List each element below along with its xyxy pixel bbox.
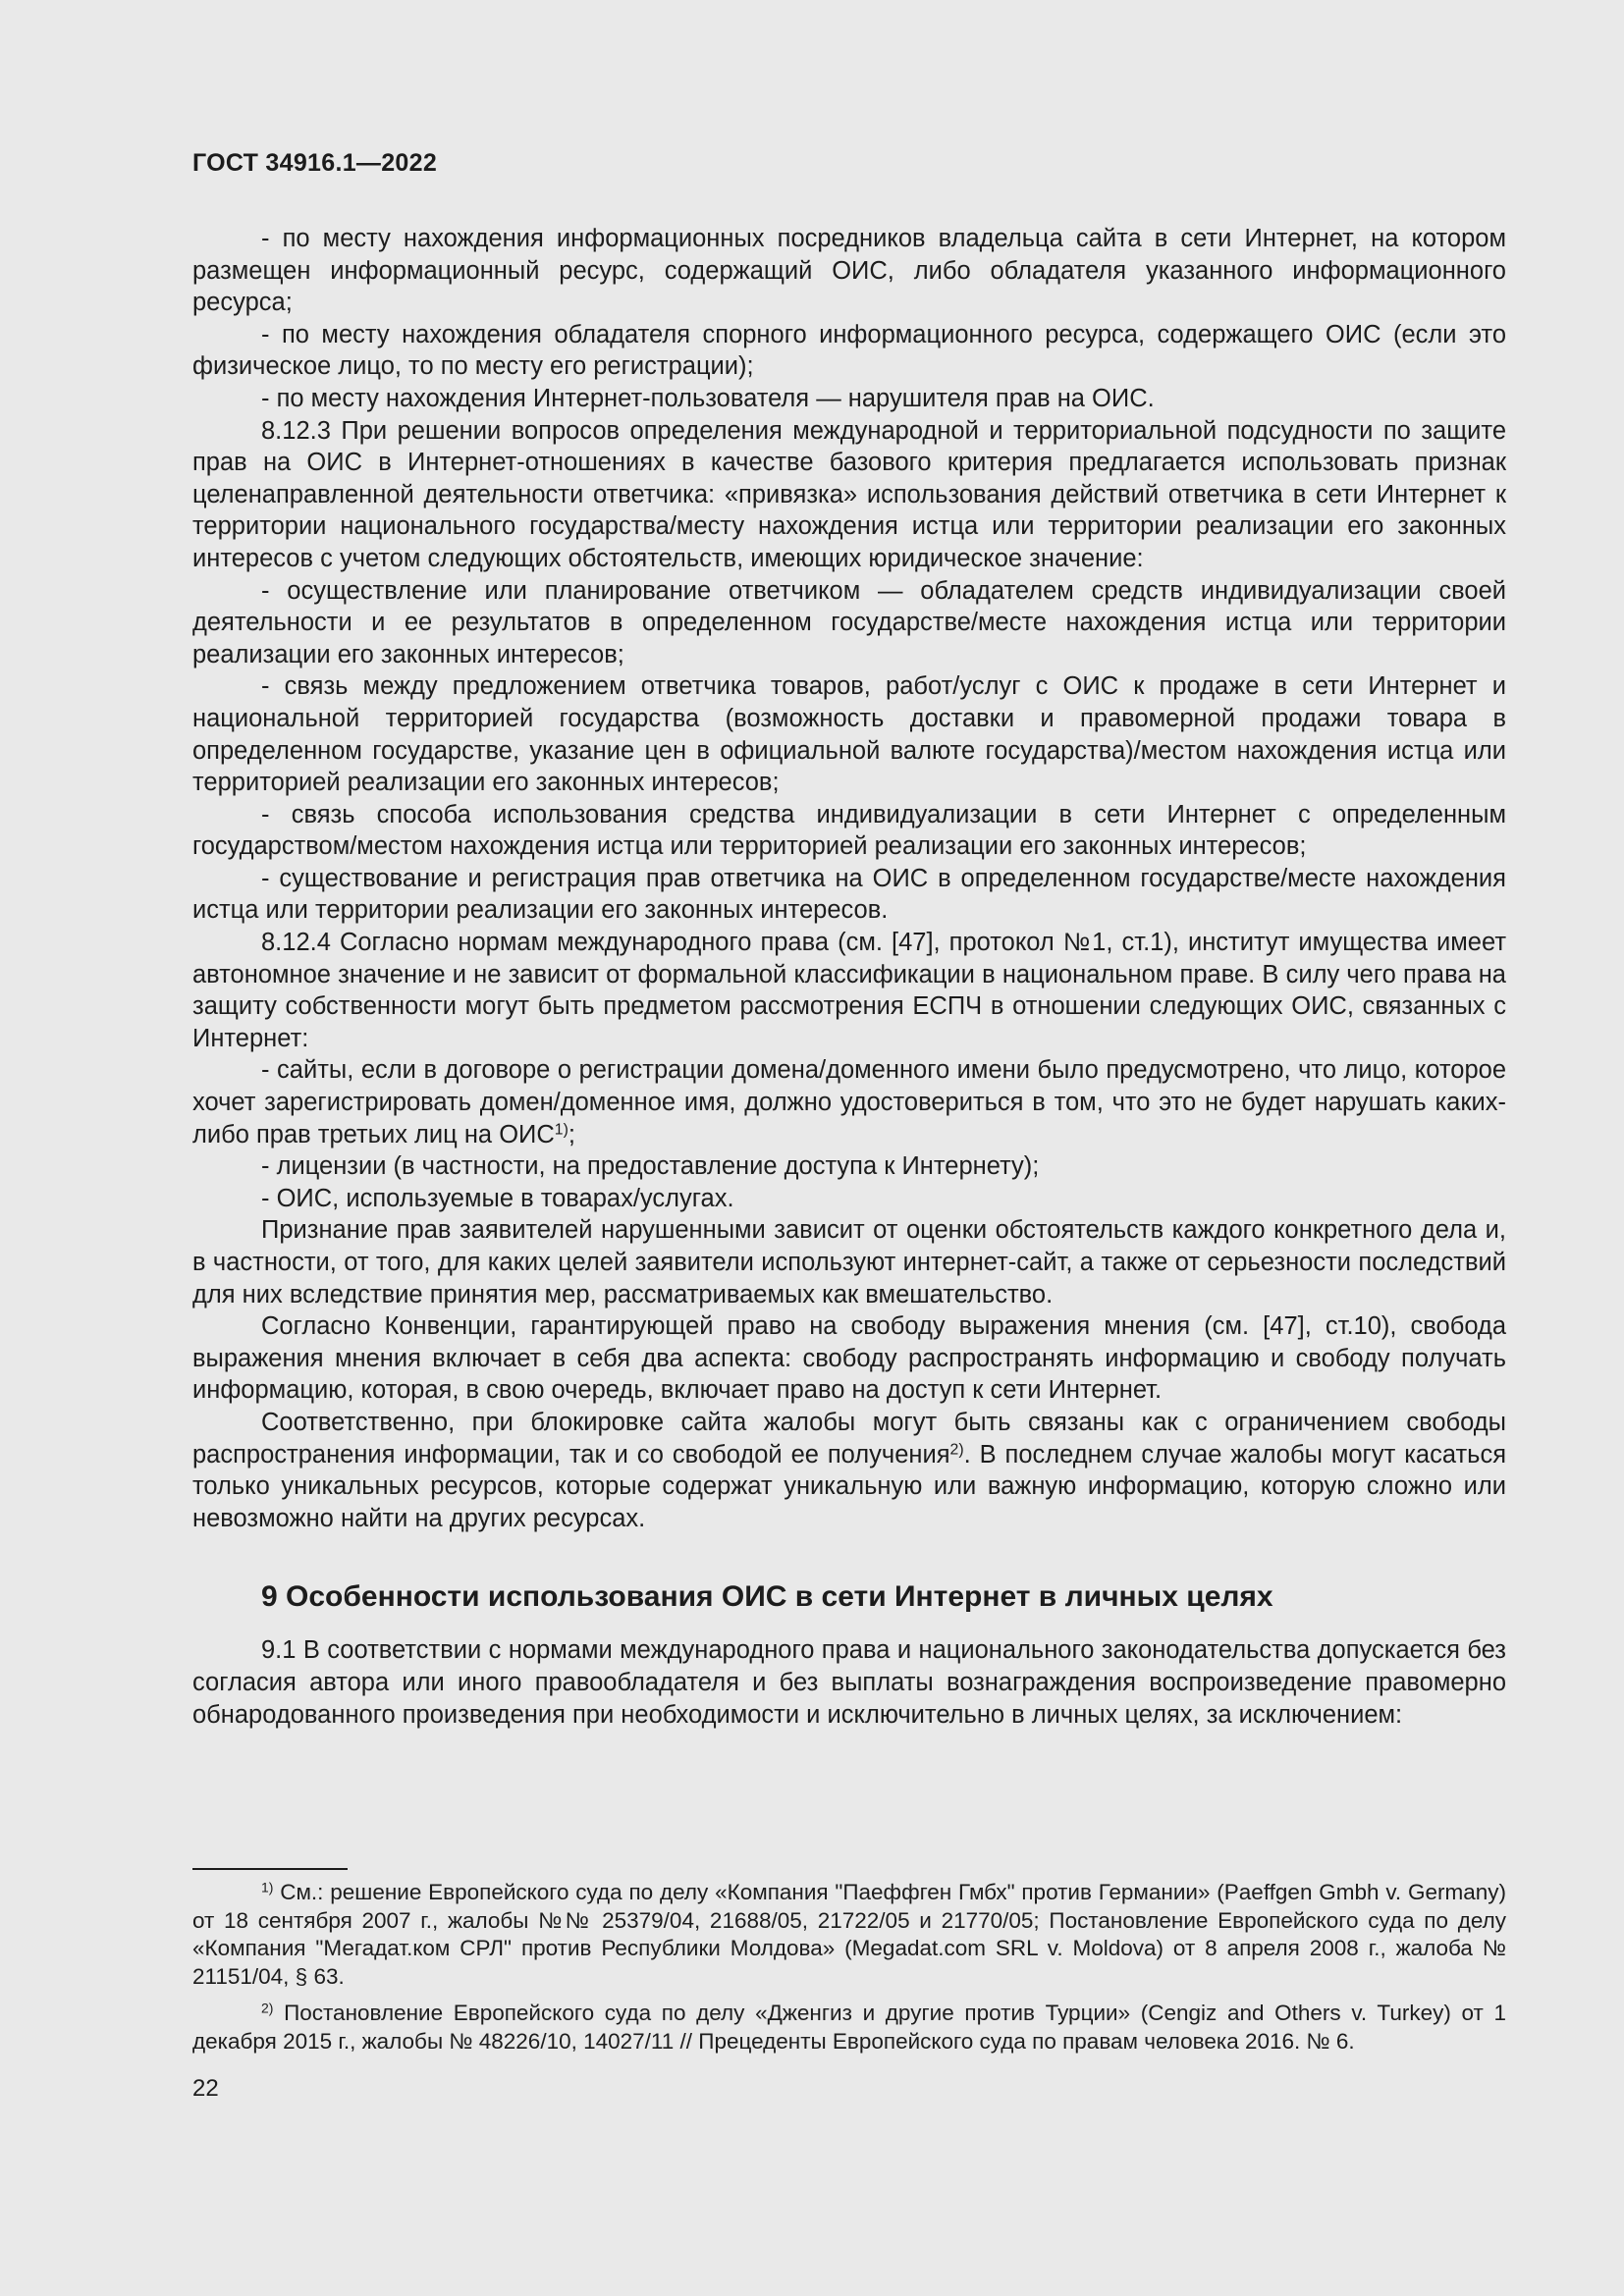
paragraph: - связь способа использования средства индивидуализации в сети Интернет с определенным государством/местом нахождения истца или территорией реализации его законных интересов; [192,800,1506,861]
paragraph: Согласно Конвенции, гарантирующей право на свободу выражения мнения (см. [47], ст.10), свобода выражения мнения включает в себя два аспекта: свободу распространять информацию и свободу получать информацию, которая, в свою очередь, включает право на доступ к сети Интернет. [192,1312,1506,1405]
page-number: 22 [192,2075,219,2102]
footnote-marker: 1) [261,1879,274,1896]
paragraph: 9.1 В соответствии с нормами международного права и национального законодательства допускается без согласия автора или иного правообладателя и без выплаты вознаграждения воспроизведение правомерно обнародованного произведения при необходимости и исключительно в личных целях, за исключением: [192,1636,1506,1729]
footnote-reference: 2) [949,1440,964,1458]
paragraph-text: . В последнем случае жалобы могут касаться только уникальных ресурсов, которые содержат уникальную или важную информацию, которую сложно или невозможно найти на других ресурсах. [192,1440,1507,1532]
paragraph-text: Соответственно, при блокировке сайта жалобы могут быть связаны как с ограничением свободы распространения информации, так и со свободой ее получения [192,1408,1506,1468]
paragraph: Признание прав заявителей нарушенными зависит от оценки обстоятельств каждого конкретного дела и, в частности, от того, для каких целей заявители используют интернет-сайт, а также от серьезности последствий для них вследствие принятия мер, рассматриваемых как вмешательство. [192,1216,1506,1308]
paragraph-text: ; [568,1120,575,1148]
section-heading: 9 Особенности использования ОИС в сети Интернет в личных целях [261,1580,1273,1614]
footnote [192,2000,1506,2056]
paragraph: - по месту нахождения информационных посредников владельца сайта в сети Интернет, на котором размещен информационный ресурс, содержащий ОИС, либо обладателя указанного информационного ресурса; [192,225,1506,317]
footnote-reference: 1) [554,1120,568,1138]
paragraph: - по месту нахождения обладателя спорного информационного ресурса, содержащего ОИС (если это физическое лицо, то по месту его регистрации); [192,320,1506,381]
document-header: ГОСТ 34916.1—2022 [192,149,438,177]
body-text [192,223,1506,1731]
footnote-text: Постановление Европейского суда по делу «Дженгиз и другие против Турции» (Cengiz and Others v. Turkey) от 1 декабря 2015 г., жалобы № 48226/10, 14027/11 // Прецеденты Европейского суда по правам человека 2016. № 6. [192,2001,1506,2054]
paragraph-text: - сайты, если в договоре о регистрации домена/доменного имени было предусмотрено, что лицо, которое хочет зарегистрировать домен/доменное имя, должно удостовериться в том, что это не будет нарушать каких-либо прав третьих лиц на ОИС [192,1056,1506,1148]
paragraph: 8.12.3 При решении вопросов определения международной и территориальной подсудности по защите прав на ОИС в Интернет-отношениях в качестве базового критерия предлагается использовать признак целенаправленной деятельности ответчика: «привязка» использования действий ответчика в сети Интернет к территории национального государства/месту нахождения истца или территории реализации его законных интересов с учетом следующих обстоятельств, имеющих юридическое значение: [192,416,1506,572]
paragraph: 8.12.4 Согласно нормам международного права (см. [47], протокол №1, ст.1), институт имущества имеет автономное значение и не зависит от формальной классификации в национальном праве. В силу чего права на защиту собственности могут быть предметом рассмотрения ЕСПЧ в отношении следующих ОИС, связанных с Интернет: [192,929,1506,1052]
paragraph: - по месту нахождения Интернет-пользователя — нарушителя прав на ОИС. [261,384,1155,412]
footnote-text: См.: решение Европейского суда по делу «Компания "Паеффген Гмбх" против Германии» (Paeffgen Gmbh v. Germany) от 18 сентября 2007 г., жалобы №№ 25379/04, 21688/05, 21722/05 и 21770/05; Постановление Европейского суда по делу «Компания "Мегадат.ком СРЛ" против Республики Молдова» (Megadat.com SRL v. Moldova) от 8 апреля 2008 г., жалоба № 21151/04, § 63. [192,1880,1506,1989]
footnote-marker: 2) [261,2000,274,2016]
paragraph: - ОИС, используемые в товарах/услугах. [261,1184,734,1212]
footnote [192,1879,1506,1991]
footnote-separator [192,1868,348,1870]
paragraph: - осуществление или планирование ответчиком — обладателем средств индивидуализации своей деятельности и ее результатов в определенном государстве/месте нахождения истца или территории реализации его законных интересов; [192,576,1506,668]
paragraph: - связь между предложением ответчика товаров, работ/услуг с ОИС к продаже в сети Интернет и национальной территорией государства (возможность доставки и правомерной продажи товара в определенном государстве, указание цен в официальной валюте государства)/местом нахождения истца или территорией реализации его законных интересов; [192,672,1506,797]
footnotes [192,1879,1506,2065]
paragraph [192,1054,1506,1150]
paragraph [192,1407,1506,1534]
paragraph: - существование и регистрация прав ответчика на ОИС в определенном государстве/месте нахождения истца или территории реализации его законных интересов. [192,864,1506,925]
paragraph: - лицензии (в частности, на предоставление доступа к Интернету); [261,1152,1040,1181]
